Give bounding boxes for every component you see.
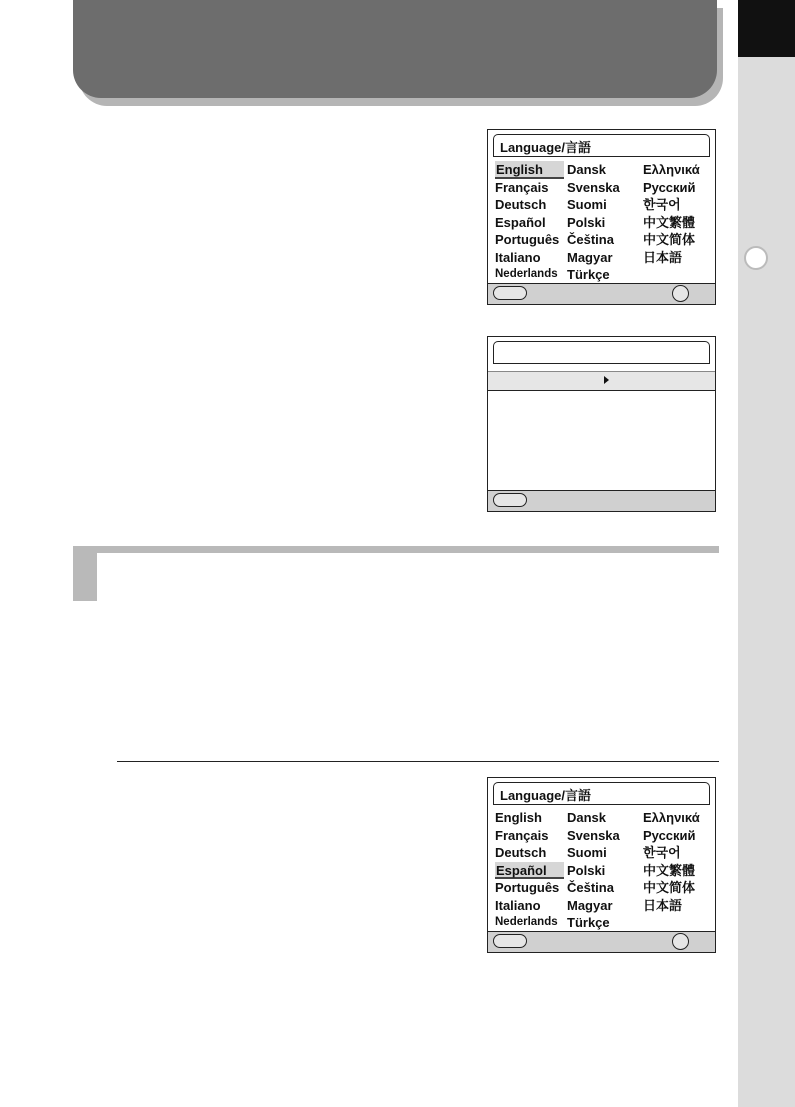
title-divider <box>493 363 710 364</box>
screen-footer <box>488 931 715 952</box>
language-option[interactable]: Deutsch <box>495 845 547 860</box>
side-tab-block <box>738 0 795 57</box>
right-arrow-icon <box>604 376 609 384</box>
language-option[interactable]: 한국어 <box>643 197 681 212</box>
title-divider <box>493 804 710 805</box>
language-option[interactable]: Türkçe <box>567 267 610 282</box>
screen-title: Language/言語 <box>493 134 710 156</box>
language-option[interactable]: Deutsch <box>495 197 547 212</box>
language-option[interactable]: Svenska <box>567 179 620 195</box>
side-tab-strip <box>738 0 795 1107</box>
highlighted-menu-row[interactable] <box>488 371 715 391</box>
language-screen-1 <box>487 129 716 305</box>
page-header <box>73 0 717 98</box>
screen-footer <box>488 283 715 304</box>
language-option[interactable]: 日本語 <box>643 249 683 265</box>
language-option[interactable]: Italiano <box>495 249 541 265</box>
language-option[interactable]: Ελληνικά <box>643 162 700 177</box>
language-option[interactable]: Nederlands <box>495 268 558 280</box>
section-heading-block <box>73 546 97 601</box>
language-option[interactable]: Español <box>495 862 564 880</box>
language-option[interactable]: English <box>495 810 542 825</box>
language-option[interactable]: Polski <box>567 214 606 230</box>
language-option[interactable]: Nederlands <box>495 916 558 928</box>
menu-pill-icon[interactable] <box>493 493 527 507</box>
language-option[interactable]: Ελληνικά <box>643 810 700 825</box>
language-option[interactable]: Suomi <box>567 845 607 860</box>
language-option[interactable]: Português <box>495 880 560 895</box>
language-option[interactable]: 日本語 <box>643 897 683 913</box>
menu-pill-icon[interactable] <box>493 934 527 948</box>
screen-title-tab <box>493 341 710 363</box>
language-option[interactable]: 中文简体 <box>643 232 696 247</box>
language-option[interactable]: Suomi <box>567 197 607 212</box>
language-option[interactable]: Français <box>495 179 549 195</box>
blank-menu-screen <box>487 336 716 512</box>
language-option[interactable]: Italiano <box>495 897 541 913</box>
screen-footer <box>488 490 715 511</box>
language-option[interactable]: 中文繁體 <box>643 214 696 230</box>
chapter-circle-icon <box>744 246 768 270</box>
language-grid <box>495 161 711 284</box>
language-option[interactable]: Português <box>495 232 560 247</box>
language-screen-2 <box>487 777 716 953</box>
language-option[interactable]: 中文简体 <box>643 880 696 895</box>
language-grid <box>495 809 711 932</box>
language-option[interactable]: 한국어 <box>643 845 681 860</box>
title-divider <box>493 156 710 157</box>
section-divider <box>117 761 719 762</box>
language-option[interactable]: Magyar <box>567 897 613 913</box>
section-heading-bar <box>73 546 719 553</box>
language-option[interactable]: Dansk <box>567 162 607 177</box>
language-option[interactable]: Español <box>495 214 546 230</box>
language-option[interactable]: Türkçe <box>567 915 610 930</box>
language-option[interactable]: Magyar <box>567 249 613 265</box>
language-option[interactable]: Français <box>495 827 549 843</box>
language-option[interactable]: Русский <box>643 179 696 195</box>
language-option[interactable]: Русский <box>643 827 696 843</box>
language-option[interactable]: Čeština <box>567 232 614 247</box>
language-option[interactable]: 中文繁體 <box>643 862 696 878</box>
screen-title: Language/言語 <box>493 782 710 804</box>
language-option[interactable]: English <box>495 161 564 179</box>
language-option[interactable]: Svenska <box>567 827 620 843</box>
language-option[interactable]: Dansk <box>567 810 607 825</box>
language-option[interactable]: Polski <box>567 862 606 878</box>
ok-circle-icon[interactable] <box>672 933 689 950</box>
language-option[interactable]: Čeština <box>567 880 614 895</box>
menu-pill-icon[interactable] <box>493 286 527 300</box>
ok-circle-icon[interactable] <box>672 285 689 302</box>
